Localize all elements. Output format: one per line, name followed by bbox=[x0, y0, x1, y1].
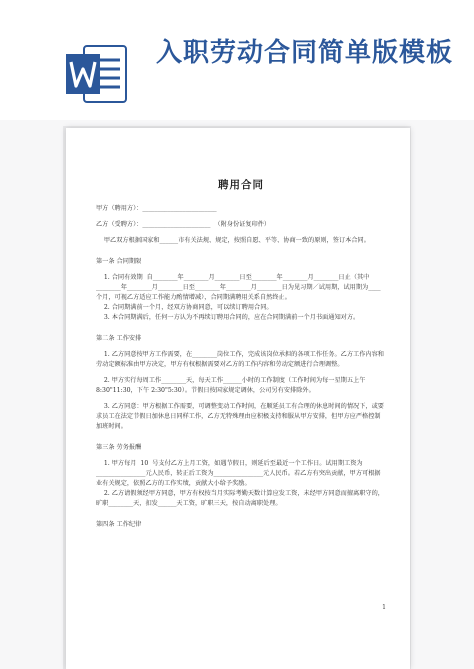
contract-content bbox=[96, 180, 386, 530]
page-header bbox=[0, 0, 474, 120]
section-paragraph: 2. 合同期满前一个月，经双方协商同意，可以续订聘用合同。 bbox=[96, 304, 273, 311]
contract-title: 聘用合同 bbox=[218, 179, 264, 191]
contract-intro: 甲乙双方根据国家和______市有关法规、规定，按照自愿、平等、协商一致的原则，签订本合同。 bbox=[96, 237, 370, 244]
section-paragraph: 1. 合同有效期 自________年________月________日至________年________月________日止（其中________年________月________日至________年________月________日为见习期／试用期，试用期为____个月，可视乙方适应工作能力酌情增减），合同期满聘用关系自然终止。 bbox=[96, 274, 381, 301]
section-paragraph: 2. 甲方实行每周工作________天，每天工作______小时的工作制度（工作时间为每一星期五上午 8:30"11:30，下午 2:30"5:30）。节假日按国家规定调休，公司另有安排除外。 bbox=[96, 377, 368, 394]
section-heading: 第四条 工作纪律 bbox=[96, 521, 142, 528]
document-title: 入职劳动合同简单版模板 bbox=[156, 38, 454, 68]
section-heading: 第一条 合同期限 bbox=[96, 258, 142, 265]
section-heading: 第二条 工作安排 bbox=[96, 335, 142, 342]
section-paragraph: 1. 甲方每月 10 号支付乙方上月工资，如遇节假日，则延后至最近一个工作日。试用期工资为________________元人民币，转正后工资为________________元人民币。若乙方有突出贡献，甲方可根据业有关规定，依照乙方的工作实绩，贡献大小给予奖励。 bbox=[96, 460, 381, 487]
page-number: 1 bbox=[382, 604, 386, 611]
document-page bbox=[66, 128, 410, 669]
section-paragraph: 3. 乙方同意：甲方根据工作需要，可调整变动工作时间，在顺延员工有合理的休息时间的情况下，或要求员工在法定节假日加休息日同样工作，乙方无特殊理由应积极支持和服从甲方安排，但甲方应严格控制加班时间。 bbox=[96, 403, 384, 430]
section-heading: 第三条 劳务报酬 bbox=[96, 444, 142, 451]
section-paragraph: 2. 乙方请假须经甲方同意，甲方有权按当月实际考勤天数计算应发工资，未经甲方同意而擅离职守的，旷职________天，扣发______天工资，旷职三天，按自动离职处理。 bbox=[96, 490, 384, 507]
section-paragraph: 3. 本合同期满后，任何一方认为不再续订聘用合同的，应在合同期满前一个月书面通知对方。 bbox=[96, 314, 360, 321]
section-paragraph: 1. 乙方同意按甲方工作需要，在________岗位工作，完成该岗位承担的各项工作任务。乙方工作内容和劳动定额标准由甲方决定，甲方有权根据需要对乙方的工作内容和劳动定额进行合理调整。 bbox=[96, 351, 384, 368]
party-a-line: 甲方（聘用方）：________________________ bbox=[96, 205, 217, 212]
party-b-line: 乙方（受聘方）：______________________ （附身份证复印件） bbox=[96, 221, 271, 228]
word-icon bbox=[66, 42, 128, 106]
